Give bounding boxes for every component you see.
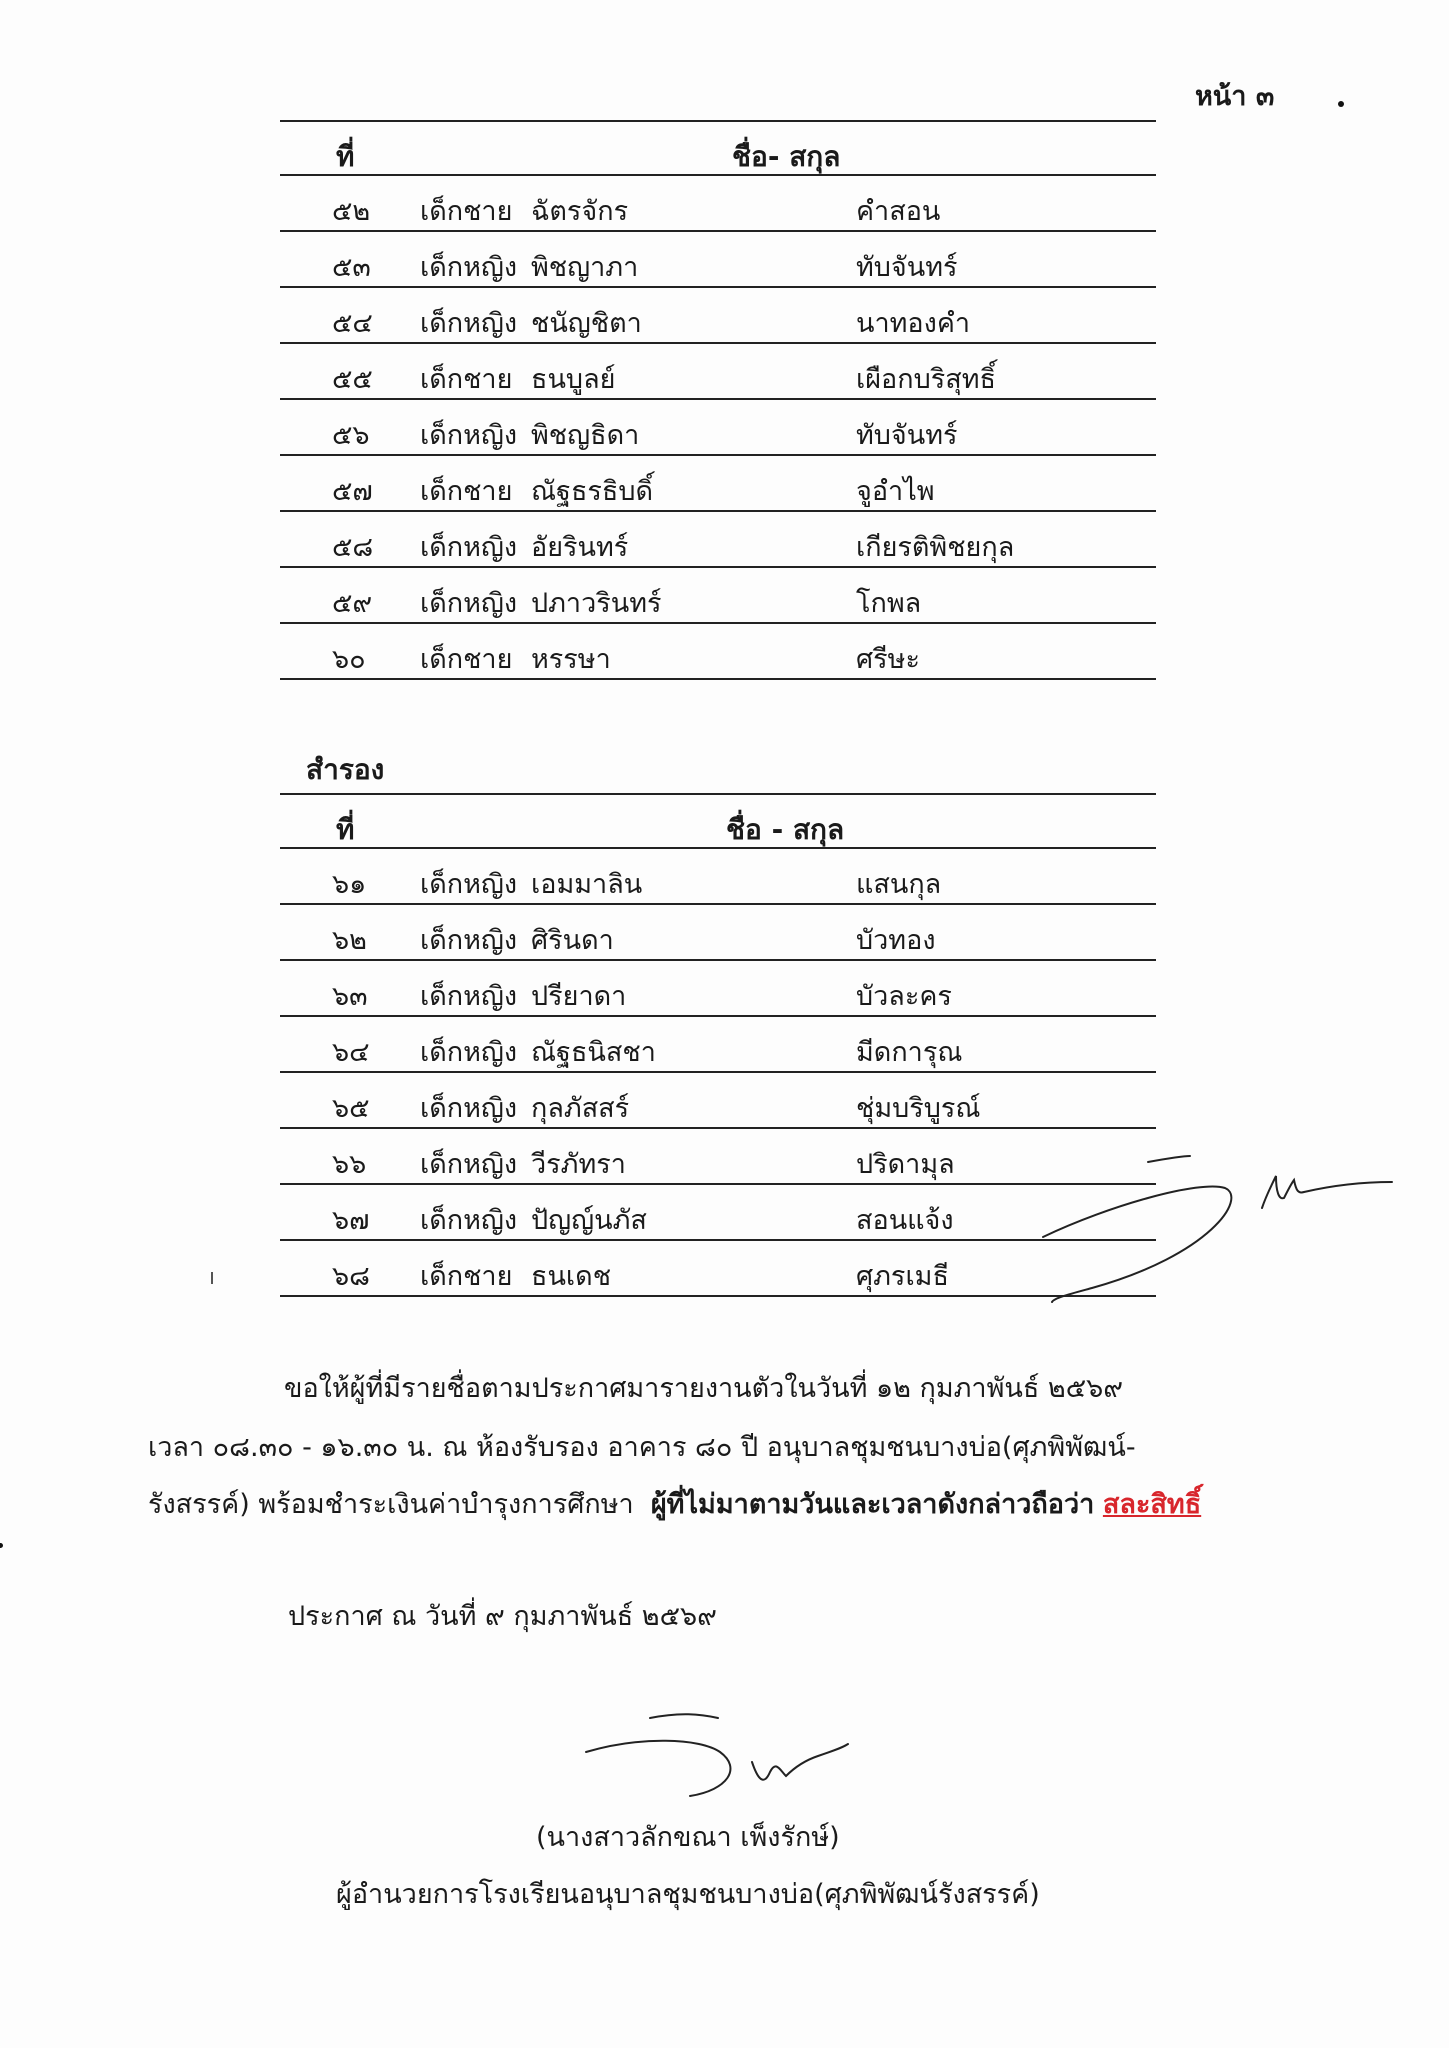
student-title: เด็กหญิง xyxy=(420,1149,518,1180)
student-number: ๖๑ xyxy=(332,869,367,900)
table-row xyxy=(280,400,1156,456)
table-row xyxy=(280,512,1156,568)
student-last-name: บัวทอง xyxy=(856,925,936,956)
student-title: เด็กหญิง xyxy=(420,981,518,1012)
table-row xyxy=(280,849,1156,905)
student-first-name: ฉัตรจักร xyxy=(531,196,629,227)
student-first-name: ปัญญ์นภัส xyxy=(531,1205,647,1236)
table-row xyxy=(280,1073,1156,1129)
student-table-main xyxy=(280,120,1156,680)
table-row xyxy=(280,1185,1156,1241)
table-row xyxy=(280,961,1156,1017)
table-row xyxy=(280,905,1156,961)
student-number: ๕๗ xyxy=(332,476,373,507)
student-first-name: ปภาวรินทร์ xyxy=(531,588,662,619)
student-number: ๖๓ xyxy=(332,981,368,1012)
student-title: เด็กชาย xyxy=(420,1261,513,1292)
student-title: เด็กหญิง xyxy=(420,869,518,900)
signatory-position: ผู้อำนวยการโรงเรียนอนุบาลชุมชนบางบ่อ(ศุภพิพัฒน์รังสรรค์) xyxy=(336,1879,1040,1910)
student-last-name: เผือกบริสุทธิ์ xyxy=(856,364,997,395)
student-first-name: วีรภัทรา xyxy=(531,1149,626,1180)
student-number: ๖๕ xyxy=(332,1093,370,1124)
header-name: ชื่อ- สกุล xyxy=(732,140,841,173)
student-last-name: ปริดามุล xyxy=(856,1149,955,1180)
page-number: หน้า ๓ xyxy=(1195,81,1275,112)
student-last-name: เกียรติพิชยกุล xyxy=(856,532,1015,563)
student-first-name: พิชญธิดา xyxy=(531,420,640,451)
student-title: เด็กชาย xyxy=(420,644,513,675)
student-title: เด็กหญิง xyxy=(420,588,518,619)
table-row xyxy=(280,568,1156,624)
student-last-name: ทับจันทร์ xyxy=(856,420,958,451)
scan-speck xyxy=(0,1543,3,1548)
student-number: ๖๔ xyxy=(332,1037,370,1068)
student-first-name: ณัฐธนิสชา xyxy=(531,1037,656,1068)
notice-line-1: ขอให้ผู้ที่มีรายชื่อตามประกาศมารายงานตัวในวันที่ ๑๒ กุมภาพันธ์ ๒๕๖๙ xyxy=(284,1373,1124,1404)
student-last-name: นาทองคำ xyxy=(856,308,971,339)
table-row xyxy=(280,1017,1156,1073)
student-first-name: ณัฐธรธิบดิ์ xyxy=(531,476,654,507)
student-first-name: เอมมาลิน xyxy=(531,869,643,900)
table-row xyxy=(280,1241,1156,1297)
student-title: เด็กหญิง xyxy=(420,925,518,956)
table-row xyxy=(280,1129,1156,1185)
student-title: เด็กหญิง xyxy=(420,308,518,339)
table-row xyxy=(280,288,1156,344)
student-title: เด็กหญิง xyxy=(420,1037,518,1068)
student-last-name: จูอำไพ xyxy=(856,476,935,507)
student-title: เด็กหญิง xyxy=(420,1093,518,1124)
student-title: เด็กหญิง xyxy=(420,532,518,563)
student-last-name: บัวละคร xyxy=(856,981,952,1012)
scan-speck xyxy=(1338,101,1344,107)
student-last-name: ทับจันทร์ xyxy=(856,252,958,283)
student-title: เด็กชาย xyxy=(420,364,513,395)
announce-date: ประกาศ ณ วันที่ ๙ กุมภาพันธ์ ๒๕๖๙ xyxy=(288,1601,717,1632)
notice-line-2: เวลา ๐๘.๓๐ - ๑๖.๓๐ น. ณ ห้องรับรอง อาคาร ๘๐ ปี อนุบาลชุมชนบางบ่อ(ศุภพิพัฒน์- xyxy=(148,1432,1136,1463)
student-title: เด็กชาย xyxy=(420,476,513,507)
student-number: ๖๖ xyxy=(332,1149,367,1180)
student-first-name: หรรษา xyxy=(531,644,611,675)
student-number: ๖๐ xyxy=(332,644,366,675)
student-number: ๕๒ xyxy=(332,196,371,227)
student-last-name: ชุ่มบริบูรณ์ xyxy=(856,1093,981,1124)
student-table-reserve xyxy=(280,793,1156,1297)
student-first-name: อัยรินทร์ xyxy=(531,532,629,563)
table-row xyxy=(280,232,1156,288)
forfeit-text: สละสิทธิ์ xyxy=(1102,1489,1202,1520)
student-last-name: มีดการุณ xyxy=(856,1037,963,1068)
student-last-name: โกพล xyxy=(856,588,922,619)
student-number: ๖๗ xyxy=(332,1205,370,1236)
student-number: ๕๘ xyxy=(332,532,374,563)
student-number: ๖๘ xyxy=(332,1261,370,1292)
header-number: ที่ xyxy=(336,813,355,846)
student-first-name: พิชญาภา xyxy=(531,252,639,283)
student-title: เด็กหญิง xyxy=(420,1205,518,1236)
signatory-name: (นางสาวลักขณา เพ็งรักษ์) xyxy=(536,1822,840,1853)
header-number: ที่ xyxy=(336,140,355,173)
notice-line-3-text: รังสรรค์) พร้อมชำระเงินค่าบำรุงการศึกษา xyxy=(148,1489,634,1520)
table-row xyxy=(280,624,1156,680)
student-first-name: กุลภัสสร์ xyxy=(531,1093,630,1124)
student-last-name: สอนแจ้ง xyxy=(856,1205,954,1236)
student-number: ๕๔ xyxy=(332,308,373,339)
student-title: เด็กชาย xyxy=(420,196,513,227)
table-header xyxy=(280,793,1156,849)
student-first-name: ปรียาดา xyxy=(531,981,627,1012)
student-first-name: ธนบูลย์ xyxy=(531,364,616,395)
director-signature xyxy=(586,1714,848,1796)
header-name: ชื่อ - สกุล xyxy=(726,813,845,846)
student-number: ๕๕ xyxy=(332,364,373,395)
student-first-name: ศิรินดา xyxy=(531,925,614,956)
student-last-name: ศุภรเมธี xyxy=(856,1261,949,1292)
student-title: เด็กหญิง xyxy=(420,420,518,451)
table-row xyxy=(280,176,1156,232)
student-number: ๖๒ xyxy=(332,925,367,956)
student-last-name: ศรีษะ xyxy=(856,644,920,675)
student-number: ๕๙ xyxy=(332,588,373,619)
notice-warning: ผู้ที่ไม่มาตามวันและเวลาดังกล่าวถือว่า xyxy=(650,1489,1095,1520)
reserve-section-label: สำรอง xyxy=(306,753,385,786)
student-first-name: ธนเดช xyxy=(531,1261,612,1292)
student-number: ๕๖ xyxy=(332,420,370,451)
student-last-name: แสนกุล xyxy=(856,869,942,900)
student-number: ๕๓ xyxy=(332,252,371,283)
table-row xyxy=(280,344,1156,400)
table-row xyxy=(280,456,1156,512)
student-first-name: ชนัญชิตา xyxy=(531,308,642,339)
table-header xyxy=(280,120,1156,176)
student-last-name: คำสอน xyxy=(856,196,941,227)
notice-line-3 xyxy=(148,1482,1201,1525)
student-title: เด็กหญิง xyxy=(420,252,518,283)
